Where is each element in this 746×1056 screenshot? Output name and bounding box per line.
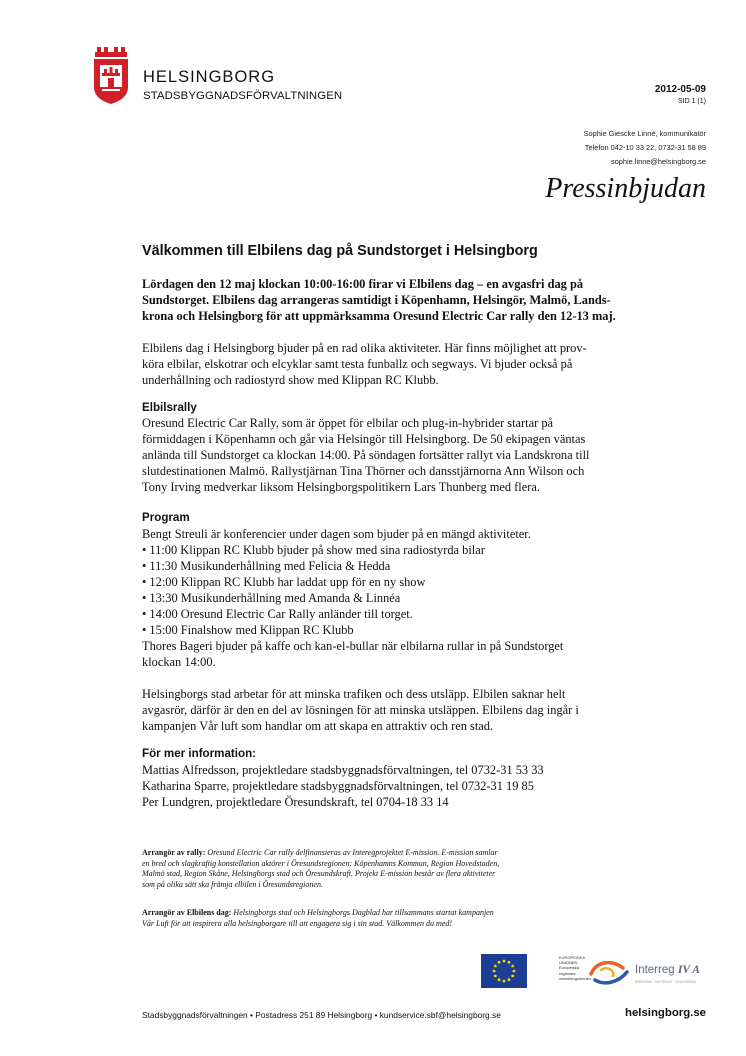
text-line: köra elbilar, elskotrar och elcyklar samt testa funballz och segways. Vi bjuder också på — [142, 357, 573, 371]
text-line: utvecklingsfonden — [559, 975, 592, 981]
text-line: Vår Luft för att inspirera alla helsingborgare till att engagera sig i sin stad. Välkommen du med! — [142, 918, 452, 928]
text-line: Sundstorget. Elbilens dag arrangeras samtidigt i Köpenhamn, Helsingör, Malmö, Lands- — [142, 293, 611, 307]
contact-phone: Telefon 042-10 33 22, 0732-31 58 89 — [584, 143, 706, 152]
text-line: Oresund Electric Car rally delfinansieras av Interegprojektet E-mission. E-mission samlar — [205, 848, 498, 857]
text-line: slutdestinationen Malmö. Rallystjärnan Tina Thörner och dansstjärnorna Ann Wilson och — [142, 464, 585, 478]
helsingborg-crest-logo — [92, 47, 130, 105]
text-line: regionala — [559, 970, 576, 976]
contact-line: Katharina Sparre, projektledare stadsbyggnadsförvaltningen, tel 0732-31 19 85 — [142, 779, 534, 793]
more-info-contacts — [142, 762, 612, 810]
text-line: Thores Bageri bjuder på kaffe och kan-el-bullar när elbilarna rullar in på Sundstorget — [142, 639, 564, 653]
text-line: som på olika sätt ska främja elbilen i Öresundsregionen. — [142, 879, 323, 889]
activities-paragraph — [142, 340, 612, 388]
text-line: krona och Helsingborg för att uppmärksamma Oresund Electric Car rally den 12-13 maj. — [142, 309, 616, 323]
organizer-rally-note — [142, 848, 612, 890]
footer-address: Stadsbyggnadsförvaltningen • Postadress 251 89 Helsingborg • kundservice.sbf@helsingborg.se — [142, 1010, 501, 1020]
text-line: Elbilens dag i Helsingborg bjuder på en rad olika aktiviteter. Här finns möjlighet att prov- — [142, 341, 587, 355]
document-date: 2012-05-09 — [654, 84, 706, 95]
text-line: kampanjen Vår luft som handlar om att skapa en attraktiv och ren stad. — [142, 719, 494, 733]
text-line: underhållning och radiostyrd show med Klippan RC Klubb. — [142, 373, 439, 387]
program-item: • 14:00 Oresund Electric Car Rally anländer till torget. — [142, 607, 413, 621]
contact-name: Sophie Giescke Linné, kommunikatör — [583, 129, 706, 138]
program-item: • 11:00 Klippan RC Klubb bjuder på show med sina radiostyrda bilar — [142, 543, 485, 557]
rally-paragraph — [142, 415, 612, 495]
footer-website-link[interactable]: helsingborg.se — [624, 1007, 706, 1019]
organizer-rally-label: Arrangör av rally: — [142, 848, 206, 857]
text-line: Europeiska — [559, 965, 580, 971]
organizer-day-label: Arrangör av Elbilens dag: — [142, 908, 232, 917]
program-heading: Program — [142, 511, 190, 524]
organizer-day-note — [142, 908, 612, 929]
program-item: • 15:00 Finalshow med Klippan RC Klubb — [142, 623, 354, 637]
text-line: anlända till Sundstorget ca klockan 14:00. På söndagen fortsätter rallyt via Landskrona till — [142, 448, 590, 462]
text-line: Helsingborgs stad arbetar för att minska trafiken och dess utsläpp. Elbilen saknar helt — [142, 687, 566, 701]
text-line: en bred och slagkraftig konstellation aktörer i Öresundsregionen: Köpenhamns Kommun, Region Hovedstaden, — [142, 858, 500, 868]
document-type-title: Pressinbjudan — [545, 173, 706, 204]
interreg-symbol-logo — [587, 956, 631, 988]
program-item: • 12:00 Klippan RC Klubb har laddat upp för en ny show — [142, 575, 426, 589]
page-number: SID 1 (1) — [677, 98, 706, 105]
press-release-title: Välkommen till Elbilens dag på Sundstorget i Helsingborg — [142, 243, 538, 259]
text-line: Oresund Electric Car Rally, som är öppet för elbilar och plug-in-hybrider startar på — [142, 416, 554, 430]
text-line: klockan 14:00. — [142, 655, 216, 669]
text-line: Helsingborgs stad och Helsingborgs Dagblad har tillsammans startat kampanjen — [231, 908, 494, 917]
eu-flag-logo — [481, 954, 555, 988]
text-line: avgasrör, därför är den en del av lösningen för att minska utsläppen. Elbilens dag ingår i — [142, 703, 579, 717]
intro-paragraph — [142, 276, 616, 324]
interreg-name — [635, 964, 700, 976]
program-item: • 11:30 Musikunderhållning med Felicia & Hedda — [142, 559, 391, 573]
text-line: Malmö stad, Region Skåne, Helsingborgs stad och Öresundskraft. Projekt E-mission består av flera aktiviteter — [142, 869, 496, 879]
organization-name: HELSINGBORG — [143, 68, 276, 86]
interreg-subtitle: ØRESUND · KATTEGAT · SKAGERRAK — [635, 980, 697, 984]
organization-department: STADSBYGGNADSFÖRVALTNINGEN — [143, 90, 343, 102]
text-line: Tony Irving medverkar liksom Helsingborgspolitikern Lars Thunberg med flera. — [142, 480, 540, 494]
rally-heading: Elbilsrally — [142, 401, 197, 414]
city-paragraph — [142, 686, 612, 734]
contact-line: Mattias Alfredsson, projektledare stadsbyggnadsförvaltningen, tel 0732-31 53 33 — [142, 763, 544, 777]
program-list — [142, 526, 612, 670]
more-info-heading: För mer information: — [142, 747, 257, 760]
text-line: förmiddagen i Köpenhamn och går via Helsingör till Helsingborg. De 50 ekipagen väntas — [142, 432, 586, 446]
contact-line: Per Lundgren, projektledare Öresundskraft, tel 0704-18 33 14 — [142, 795, 449, 809]
contact-email: sophie.linne@helsingborg.se — [610, 157, 706, 166]
text-line: EUROPEISKA — [559, 955, 586, 960]
text-line: Bengt Streuli är konferencier under dagen som bjuder på en mängd aktiviteter. — [142, 527, 531, 541]
interreg-label: Interreg — [635, 964, 675, 976]
text-line: UNIONEN — [559, 960, 578, 966]
program-item: • 13:30 Musikunderhållning med Amanda & Linnéa — [142, 591, 401, 605]
text-line: Lördagen den 12 maj klockan 10:00-16:00 firar vi Elbilens dag – en avgasfri dag på — [142, 277, 584, 291]
interreg-suffix: IV A — [677, 964, 700, 976]
